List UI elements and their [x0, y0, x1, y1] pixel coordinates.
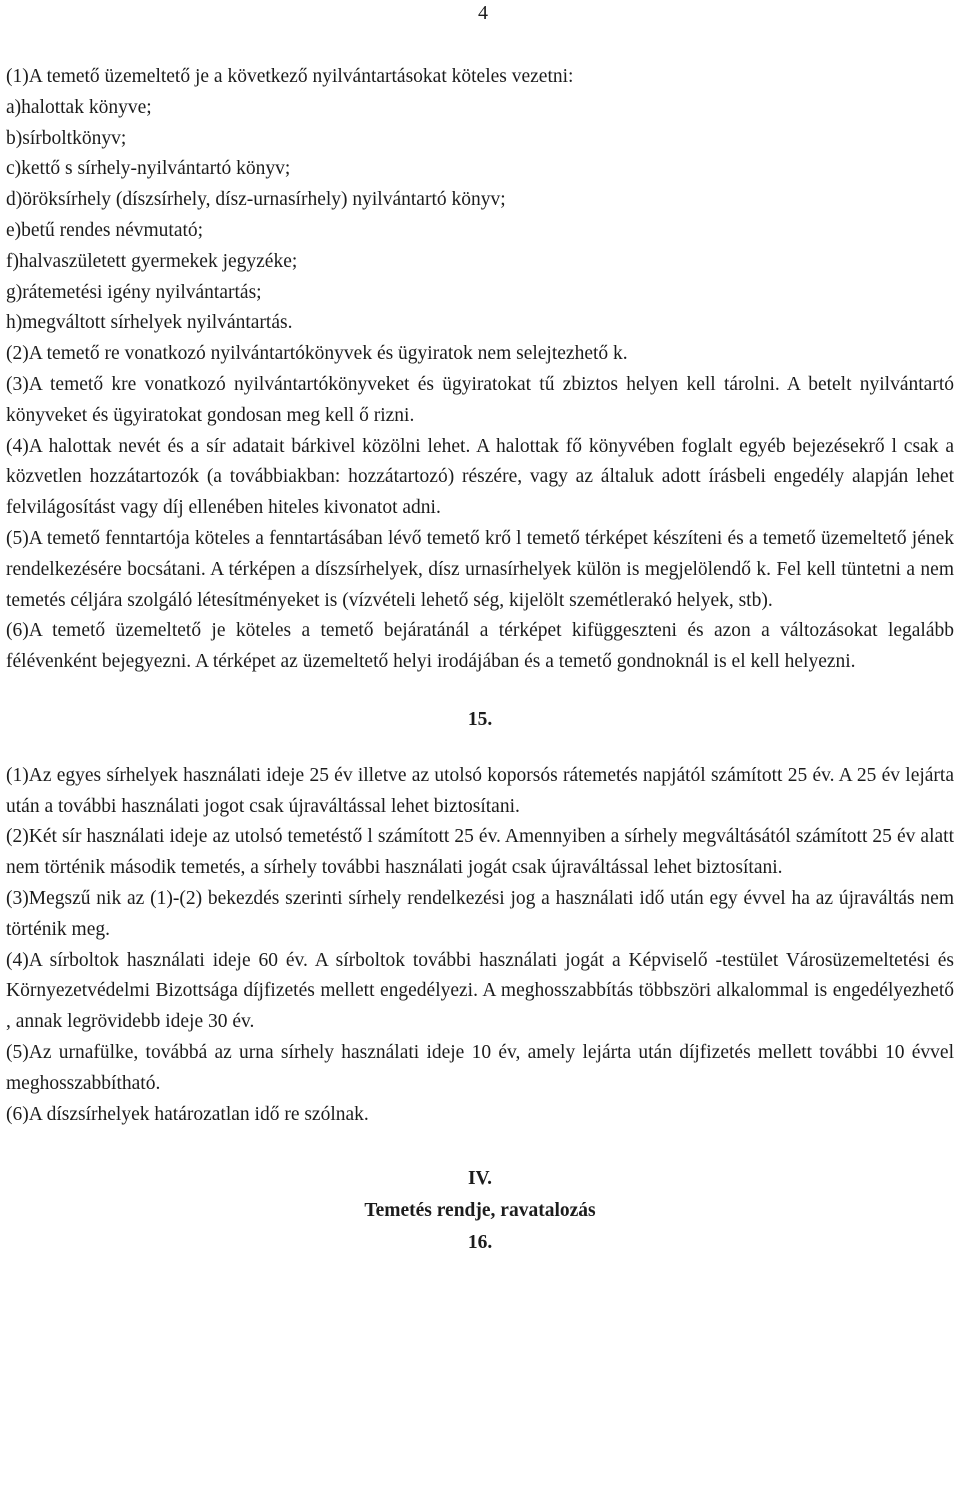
list-item: d)öröksírhely (díszsírhely, dísz-urnasírhely) nyilvántartó könyv;: [6, 189, 506, 211]
paragraph: (2)A temető re vonatkozó nyilvántartókönyvek és ügyiratok nem selejtezhető k.: [6, 343, 628, 365]
list-item: b)sírboltkönyv;: [6, 127, 127, 149]
list-item: e)betű rendes névmutató;: [6, 219, 204, 241]
registry-list: [6, 62, 954, 339]
paragraph: (5)A temető fenntartója köteles a fenntartásában lévő temető krő l temető térképet készíteni és a temető üzemeltető jének rendelkezésére bocsátani. A térképen a díszsírhelyek, dísz urnasírhelyek külön is megjelölendő k. Fel kell tüntetni a nem temetés céljára szolgáló létesítményeket is (vízvételi lehető ség, kijelölt szemétlerakó helyek, stb).: [6, 527, 954, 611]
paragraph: (6)A temető üzemeltető je köteles a temető bejáratánál a térképet kifüggeszteni és azon a változásokat legalább félévenként bejegyezni. A térképet az üzemeltető helyi irodájában és a temető gondnoknál is el kell helyezni.: [6, 620, 954, 673]
paragraph: (6)A díszsírhelyek határozatlan idő re szólnak.: [6, 1103, 369, 1125]
paragraph: (4)A halottak nevét és a sír adatait bárkivel közölni lehet. A halottak fő könyvében foglalt egyéb bejezésekrő l csak a közvetlen hozzátartozók (a továbbiakban: hozzátartozó) részére, vagy az általuk adott írásbeli engedély alapján lehet felvilágosítást vagy díj ellenében hiteles kivonatot adni.: [6, 435, 954, 519]
chapter-number: IV.: [467, 1168, 493, 1190]
page-number: 4: [478, 2, 488, 24]
list-item: a)halottak könyve;: [6, 96, 152, 118]
paragraph: (1)Az egyes sírhelyek használati ideje 25 év illetve az utolsó koporsós rátemetés napjától számított 25 év. A 25 év lejárta után a további használati jogot csak újraváltással lehet biztosítani.: [6, 764, 954, 817]
section-14-paragraphs: [6, 339, 954, 678]
paragraph: (5)Az urnafülke, továbbá az urna sírhely használati ideje 10 év, amely lejárta után díjfizetés mellett további 10 évvel meghosszabbítható.: [6, 1041, 954, 1094]
paragraph: (3)A temető kre vonatkozó nyilvántartókönyveket és ügyiratokat tű zbiztos helyen kell tárolni. A betelt nyilvántartó könyveket és ügyiratokat gondosan meg kell ő rizni.: [6, 373, 954, 426]
section-heading-16: 16.: [467, 1232, 493, 1254]
paragraph: (4)A sírboltok használati ideje 60 év. A sírboltok további használati jogát a Képviselő -testület Városüzemeltetési és Környezetvédelmi Bizottsága díjfizetés mellett engedélyezi. A meghosszabbítás többszöri alkalommal is engedélyezhető , annak legrövidebb ideje 30 év.: [6, 949, 954, 1033]
list-item: f)halvaszületett gyermekek jegyzéke;: [6, 250, 298, 272]
list-intro: (1)A temető üzemeltető je a következő nyilvántartásokat köteles vezetni:: [6, 66, 574, 87]
list-item: c)kettő s sírhely-nyilvántartó könyv;: [6, 158, 291, 180]
paragraph: (3)Megszű nik az (1)-(2) bekezdés szerinti sírhely rendelkezési jog a használati idő után egy évvel ha az újraváltás nem történik meg.: [6, 887, 954, 940]
paragraph: (2)Két sír használati ideje az utolsó temetéstő l számított 25 év. Amennyiben a sírhely megváltásától számított 25 év alatt nem történik második temetés, a sírhely további használati jogát csak újraváltással lehet biztosítani.: [6, 826, 954, 879]
section-15-paragraphs: [6, 761, 954, 1131]
section-heading-15: 15.: [467, 708, 493, 730]
list-item: h)megváltott sírhelyek nyilvántartás.: [6, 312, 293, 334]
chapter-title: Temetés rendje, ravatalozás: [364, 1200, 596, 1222]
list-item: g)rátemetési igény nyilvántartás;: [6, 281, 262, 303]
